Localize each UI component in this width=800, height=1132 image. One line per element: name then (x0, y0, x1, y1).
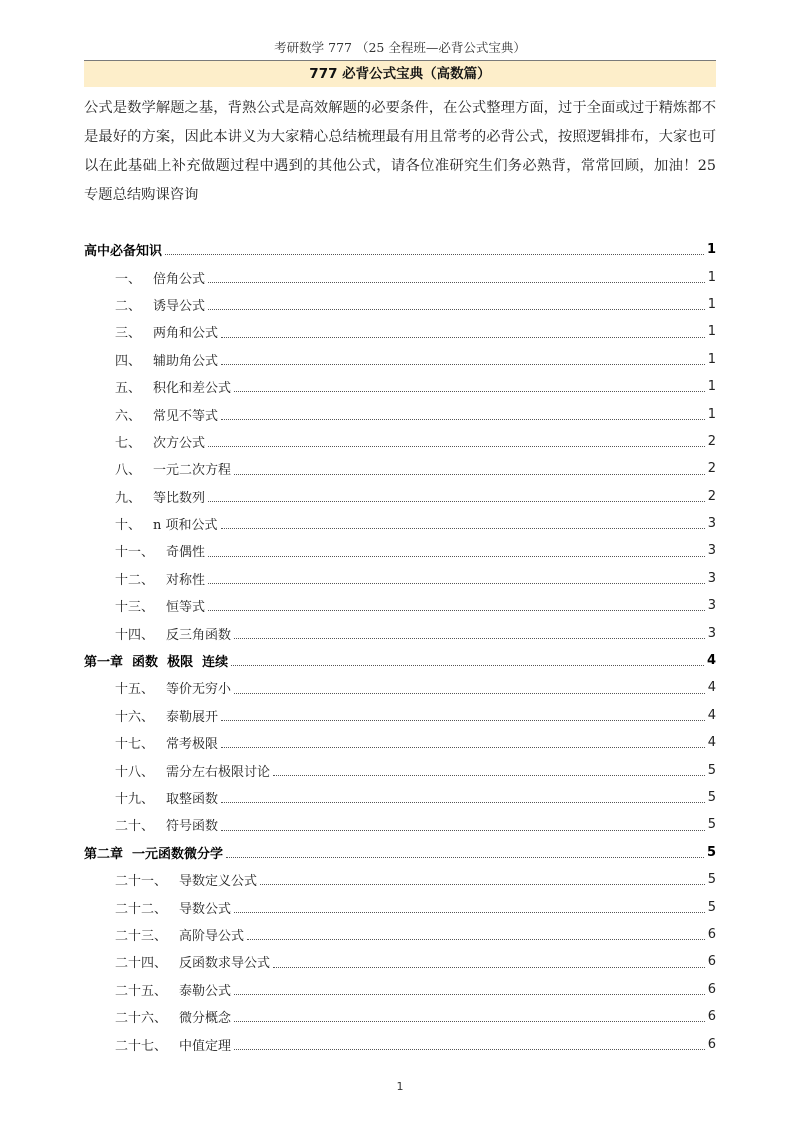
toc-page-number: 1 (707, 406, 716, 422)
toc-entry-link[interactable] (84, 565, 716, 592)
toc-entry-link[interactable] (84, 263, 716, 290)
toc-dot-leader (208, 610, 705, 611)
toc-dot-leader (247, 939, 705, 940)
toc-entry-number: 七、 (115, 435, 142, 451)
toc-dot-leader (221, 337, 705, 338)
toc-entry-number: 三、 (115, 326, 142, 342)
toc-entry-label: 符号函数 (166, 819, 219, 835)
toc-entry-label: 两角和公式 (153, 326, 219, 342)
toc-entry-link[interactable] (84, 483, 716, 510)
toc-entry-number: 十八、 (115, 764, 155, 780)
toc-dot-leader (221, 720, 705, 721)
toc-page-number: 1 (707, 269, 716, 285)
toc-dot-leader (221, 747, 705, 748)
toc-entry-label: 高中必备知识 (84, 244, 163, 260)
toc-entry-number: 四、 (115, 353, 142, 369)
toc-entry-number: 十六、 (115, 709, 155, 725)
toc-dot-leader (234, 1049, 705, 1050)
toc-entry-link[interactable] (84, 400, 716, 427)
toc-page-number: 3 (707, 543, 716, 559)
toc-dot-leader (208, 282, 705, 283)
toc-entry-number: 二十一、 (115, 874, 168, 890)
toc-dot-leader (165, 254, 704, 255)
toc-entry-link[interactable] (84, 291, 716, 318)
toc-dot-leader (260, 884, 705, 885)
toc-entry-label: 高阶导公式 (179, 928, 245, 944)
toc-entry-link[interactable] (84, 702, 716, 729)
toc-entry-label: 中值定理 (179, 1038, 232, 1054)
toc-entry-number: 五、 (115, 381, 142, 397)
toc-entry-label: 第二章 一元函数微分学 (84, 846, 224, 862)
toc-dot-leader (226, 857, 704, 858)
toc-entry-label: 第一章 函数 极限 连续 (84, 655, 229, 671)
toc-page-number: 4 (707, 735, 716, 751)
toc-entry-number: 十九、 (115, 792, 155, 807)
toc-entry-label: 需分左右极限讨论 (166, 764, 271, 780)
toc-entry-label: 泰勒公式 (179, 983, 232, 999)
toc-page-number: 3 (707, 625, 716, 641)
toc-page-number: 5 (707, 790, 716, 805)
toc-entry-number: 六、 (115, 408, 142, 424)
toc-entry-link[interactable] (84, 811, 716, 838)
toc-entry-number: 二、 (115, 298, 142, 314)
toc-entry-label: 倍角公式 (153, 271, 206, 287)
toc-entry-label: 等比数列 (153, 490, 206, 506)
toc-entry-link[interactable] (84, 428, 716, 455)
toc-entry-link[interactable] (84, 592, 716, 619)
toc-dot-leader (208, 446, 705, 447)
toc-page-number: 3 (707, 570, 716, 586)
toc-entry-label: 次方公式 (153, 435, 206, 451)
toc-dot-leader (234, 474, 705, 475)
toc-entry-label: 微分概念 (179, 1011, 232, 1027)
toc-page-number: 5 (706, 844, 716, 860)
toc-entry-label: 导数定义公式 (179, 874, 258, 890)
running-header: 考研数学 777 （25 全程班—必背公式宝典） (84, 40, 716, 61)
toc-chapter-link[interactable] (84, 236, 716, 263)
toc-entry-number: 十三、 (115, 600, 155, 616)
toc-entry-number: 十、 (115, 518, 142, 534)
toc-page-number: 6 (707, 981, 716, 997)
toc-dot-leader (208, 309, 705, 310)
toc-entry-link[interactable] (84, 756, 716, 783)
toc-page-number: 6 (707, 1009, 716, 1025)
toc-page-number: 2 (707, 488, 716, 504)
toc-dot-leader (221, 528, 705, 529)
toc-page-number: 1 (707, 324, 716, 340)
toc-page-number: 5 (707, 872, 716, 888)
toc-dot-leader (234, 693, 705, 694)
toc-entry-number: 九、 (115, 490, 142, 506)
page-number: 1 (396, 1080, 404, 1093)
intro-paragraph: 公式是数学解题之基，背熟公式是高效解题的必要条件，在公式整理方面，过于全面或过于精炼都不是最好的方案，因此本讲义为大家精心总结梳理最有用且常考的必背公式，按照逻辑排布，大家也可以在此基础上补充做题过程中遇到的其他公式，请各位准研究生们务必熟背，常常回顾，加油！25 专题总结购课咨询 (84, 100, 716, 203)
toc-entry-link[interactable] (84, 948, 716, 975)
toc-page-number: 6 (707, 1036, 716, 1052)
toc-entry-number: 二十六、 (115, 1011, 168, 1027)
toc-entry-number: 二十七、 (115, 1038, 168, 1054)
toc-dot-leader (273, 775, 705, 776)
toc-entry-link[interactable] (84, 893, 716, 920)
toc-dot-leader (208, 501, 705, 502)
table-of-contents (84, 236, 716, 1058)
toc-entry-number: 十五、 (115, 682, 155, 698)
toc-entry-link[interactable] (84, 1003, 716, 1030)
toc-entry-link[interactable] (84, 318, 716, 345)
toc-page-number: 4 (706, 653, 716, 669)
toc-entry-link[interactable] (84, 976, 716, 1003)
toc-entry-link[interactable] (84, 373, 716, 400)
toc-entry-link[interactable] (84, 1030, 716, 1057)
toc-dot-leader (234, 638, 705, 639)
toc-entry-label: 奇偶性 (166, 545, 206, 561)
toc-entry-label: 恒等式 (166, 600, 206, 616)
toc-entry-label: 常见不等式 (153, 408, 219, 424)
toc-dot-leader (221, 364, 705, 365)
toc-entry-number: 十七、 (115, 737, 155, 753)
toc-page-number: 4 (707, 707, 716, 723)
toc-entry-number: 一、 (115, 271, 142, 287)
toc-entry-label: 等价无穷小 (166, 682, 232, 698)
toc-entry-label: 一元二次方程 (153, 463, 232, 479)
toc-entry-label: 积化和差公式 (153, 381, 232, 397)
toc-entry-link[interactable] (84, 921, 716, 948)
toc-entry-number: 十四、 (115, 627, 155, 643)
toc-entry-label: n 项和公式 (153, 518, 218, 534)
toc-entry-link[interactable] (84, 729, 716, 756)
toc-entry-label: 泰勒展开 (166, 709, 219, 725)
toc-entry-number: 二十二、 (115, 901, 168, 917)
toc-entry-number: 二十三、 (115, 928, 168, 944)
toc-entry-label: 导数公式 (179, 901, 232, 917)
toc-page-number: 6 (707, 954, 716, 970)
toc-entry-label: 辅助角公式 (153, 353, 219, 369)
toc-dot-leader (208, 583, 705, 584)
toc-dot-leader (221, 419, 705, 420)
toc-entry-link[interactable] (84, 510, 716, 537)
toc-entry-number: 十二、 (115, 572, 155, 588)
toc-page-number: 2 (707, 433, 716, 449)
toc-dot-leader (221, 802, 705, 803)
toc-entry-number: 二十四、 (115, 956, 168, 972)
toc-dot-leader (234, 912, 705, 913)
toc-entry-link[interactable] (84, 346, 716, 373)
toc-chapter-link[interactable] (84, 839, 716, 866)
toc-dot-leader (208, 556, 705, 557)
toc-entry-link[interactable] (84, 455, 716, 482)
toc-dot-leader (221, 830, 705, 831)
toc-entry-number: 十一、 (115, 545, 155, 561)
toc-page-number: 1 (707, 351, 716, 367)
toc-page-number: 1 (707, 379, 716, 395)
toc-page-number: 3 (707, 516, 716, 532)
toc-entry-link[interactable] (84, 784, 716, 811)
toc-page-number: 5 (707, 817, 716, 833)
toc-page-number: 3 (707, 598, 716, 614)
toc-entry-number: 二十五、 (115, 983, 168, 999)
toc-entry-link[interactable] (84, 866, 716, 893)
toc-entry-number: 二十、 (115, 819, 155, 835)
toc-entry-label: 诱导公式 (153, 298, 206, 314)
toc-dot-leader (234, 994, 705, 995)
toc-dot-leader (231, 665, 704, 666)
toc-page-number: 1 (706, 242, 716, 258)
toc-chapter-link[interactable] (84, 647, 716, 674)
toc-page-number: 4 (707, 680, 716, 696)
toc-dot-leader (234, 391, 705, 392)
toc-page-number: 2 (707, 461, 716, 477)
toc-entry-label: 反函数求导公式 (179, 956, 271, 972)
toc-page-number: 5 (707, 762, 716, 778)
toc-entry-number: 八、 (115, 463, 142, 479)
toc-entry-link[interactable] (84, 619, 716, 646)
toc-page-number: 5 (707, 899, 716, 915)
document-title: 777 必背公式宝典（高数篇） (84, 61, 716, 87)
toc-entry-label: 常考极限 (166, 737, 219, 753)
toc-entry-label: 反三角函数 (166, 627, 232, 643)
toc-dot-leader (273, 967, 705, 968)
toc-page-number: 6 (707, 926, 716, 942)
toc-entry-label: 取整函数 (166, 792, 219, 807)
toc-entry-link[interactable] (84, 537, 716, 564)
toc-dot-leader (234, 1021, 705, 1022)
toc-entry-label: 对称性 (166, 572, 206, 588)
toc-page-number: 1 (707, 296, 716, 312)
toc-entry-link[interactable] (84, 674, 716, 701)
